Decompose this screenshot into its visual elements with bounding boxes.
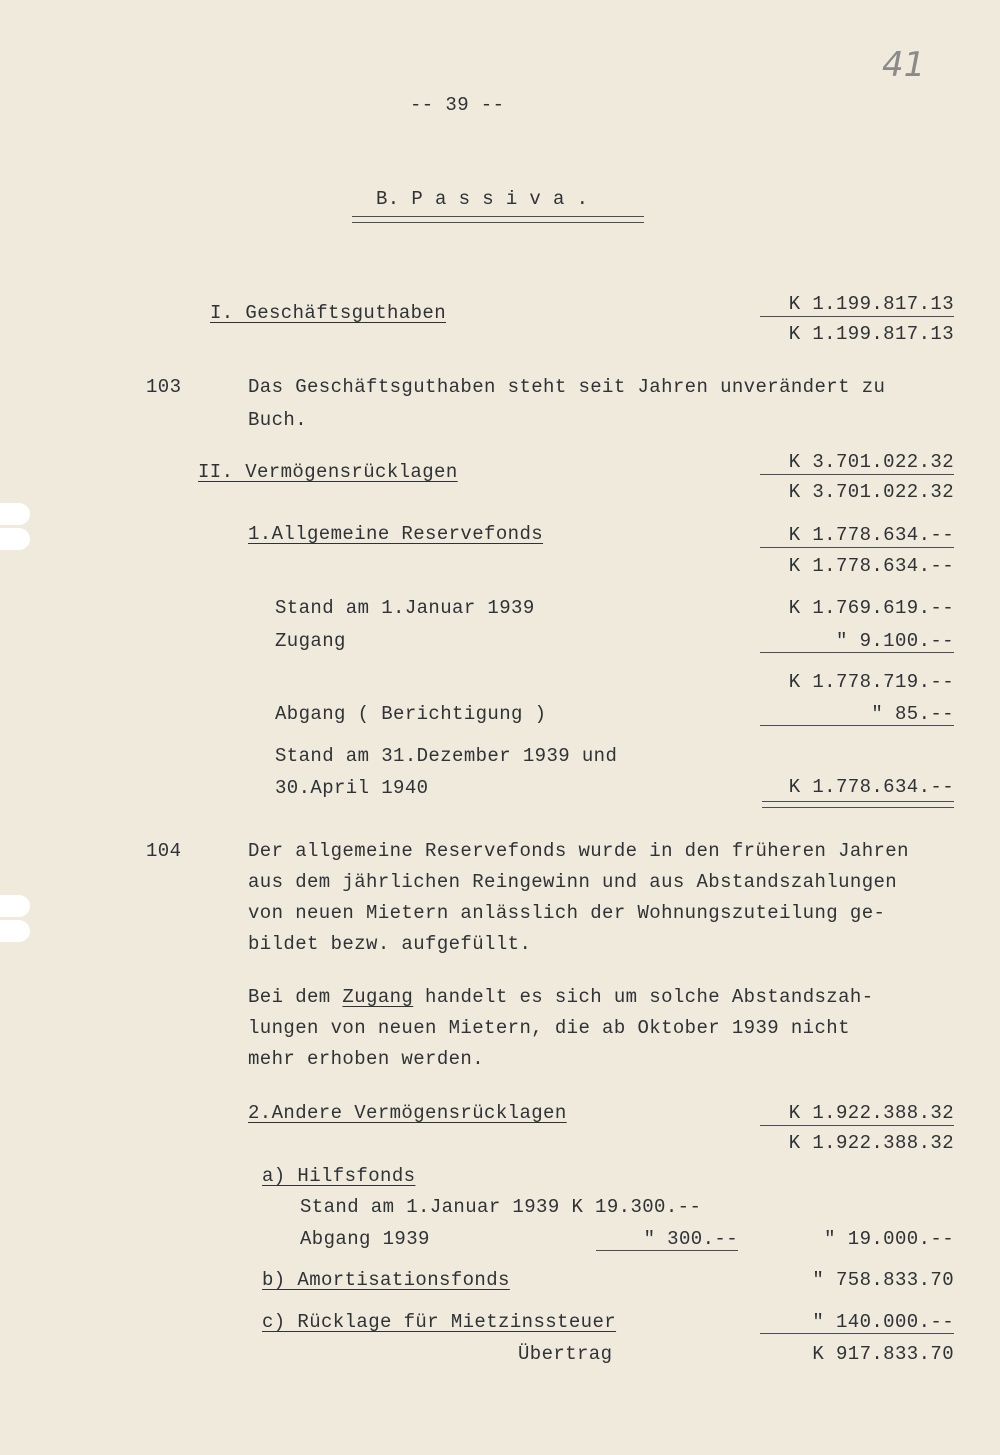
title-double-rule xyxy=(352,216,644,223)
uebertrag-amount: K 917.833.70 xyxy=(812,1343,954,1365)
note-103-line1: Das Geschäftsguthaben steht seit Jahren unverändert zu xyxy=(248,376,886,398)
punch-hole xyxy=(0,503,30,525)
amount-rule xyxy=(760,652,954,653)
note-104-p2-text: handelt es sich um solche Abstandszah- xyxy=(413,986,874,1008)
ruecklage-mietzinssteuer-amount: " 140.000.-- xyxy=(812,1311,954,1333)
stand-april-label: 30.April 1940 xyxy=(275,777,429,799)
abgang-label: Abgang ( Berichtigung ) xyxy=(275,703,547,725)
zugang-label: Zugang xyxy=(275,630,346,652)
handwritten-folio-number: 41 xyxy=(882,45,926,85)
andere-ruecklagen-amount-top: K 1.922.388.32 xyxy=(788,1102,954,1124)
zugang-emphasis: Zugang xyxy=(342,986,414,1008)
hilfsfonds-amount: " 19.000.-- xyxy=(824,1228,954,1250)
note-104-p1-line3: von neuen Mietern anlässlich der Wohnungszuteilung ge- xyxy=(248,902,886,924)
amount-rule xyxy=(760,474,954,475)
punch-hole xyxy=(0,920,30,942)
note-104-p1-line1: Der allgemeine Reservefonds wurde in den früheren Jahren xyxy=(248,840,909,862)
note-103-line2: Buch. xyxy=(248,409,308,431)
allgemeine-reservefonds-amount-top: K 1.778.634.-- xyxy=(788,524,954,546)
zwischensumme-amount: K 1.778.719.-- xyxy=(788,671,954,693)
allgemeine-reservefonds-label: 1.Allgemeine Reservefonds xyxy=(248,523,544,545)
note-104-p1-line2: aus dem jährlichen Reingewinn und aus Abstandszahlungen xyxy=(248,871,898,893)
geschaeftsguthaben-amount-bottom: K 1.199.817.13 xyxy=(788,323,954,345)
andere-ruecklagen-amount-bottom: K 1.922.388.32 xyxy=(788,1132,954,1154)
section-vermoegensruecklagen-label: II. Vermögensrücklagen xyxy=(198,461,458,483)
vermoegensruecklagen-amount-bottom: K 3.701.022.32 xyxy=(788,481,954,503)
amount-rule xyxy=(596,1250,738,1251)
zugang-amount: " 9.100.-- xyxy=(835,630,954,652)
note-104-p2-line3: mehr erhoben werden. xyxy=(248,1048,485,1070)
geschaeftsguthaben-amount-top: K 1.199.817.13 xyxy=(788,293,954,315)
amount-rule xyxy=(760,547,954,548)
punch-hole xyxy=(0,895,30,917)
uebertrag-label: Übertrag xyxy=(518,1343,613,1365)
andere-ruecklagen-label: 2.Andere Vermögensrücklagen xyxy=(248,1102,567,1124)
note-104-p2-line1 xyxy=(248,986,874,1008)
note-104-p1-line4: bildet bezw. aufgefüllt. xyxy=(248,933,532,955)
note-104-p2-text: Bei dem xyxy=(248,986,343,1008)
abgang-amount: " 85.-- xyxy=(871,703,954,725)
hilfsfonds-abgang-label: Abgang 1939 xyxy=(300,1228,430,1250)
hilfsfonds-stand: Stand am 1.Januar 1939 K 19.300.-- xyxy=(300,1196,702,1218)
amortisationsfonds-amount: " 758.833.70 xyxy=(812,1269,954,1291)
note-number-103: 103 xyxy=(146,376,182,398)
note-104-p2-line2: lungen von neuen Mietern, die ab Oktober 1939 nicht xyxy=(248,1017,850,1039)
section-geschaeftsguthaben-label: I. Geschäftsguthaben xyxy=(210,302,447,324)
stand-januar-amount: K 1.769.619.-- xyxy=(788,597,954,619)
hilfsfonds-label: a) Hilfsfonds xyxy=(262,1165,416,1187)
amortisationsfonds-label: b) Amortisationsfonds xyxy=(262,1269,510,1291)
allgemeine-reservefonds-amount-bottom: K 1.778.634.-- xyxy=(788,555,954,577)
ruecklage-mietzinssteuer-label: c) Rücklage für Mietzinssteuer xyxy=(262,1311,617,1333)
section-title: B. P a s s i v a . xyxy=(376,188,589,210)
stand-end-amount: K 1.778.634.-- xyxy=(788,776,954,798)
vermoegensruecklagen-amount-top: K 3.701.022.32 xyxy=(788,451,954,473)
note-number-104: 104 xyxy=(146,840,182,862)
amount-rule xyxy=(760,316,954,317)
page-number: -- 39 -- xyxy=(410,94,505,116)
stand-januar-label: Stand am 1.Januar 1939 xyxy=(275,597,535,619)
hilfsfonds-abgang-amount: " 300.-- xyxy=(643,1228,738,1250)
stand-dezember-label: Stand am 31.Dezember 1939 und xyxy=(275,745,618,767)
total-double-rule xyxy=(762,801,954,808)
amount-rule xyxy=(760,1333,954,1334)
amount-rule xyxy=(760,1125,954,1126)
punch-hole xyxy=(0,528,30,550)
amount-rule xyxy=(760,725,954,726)
